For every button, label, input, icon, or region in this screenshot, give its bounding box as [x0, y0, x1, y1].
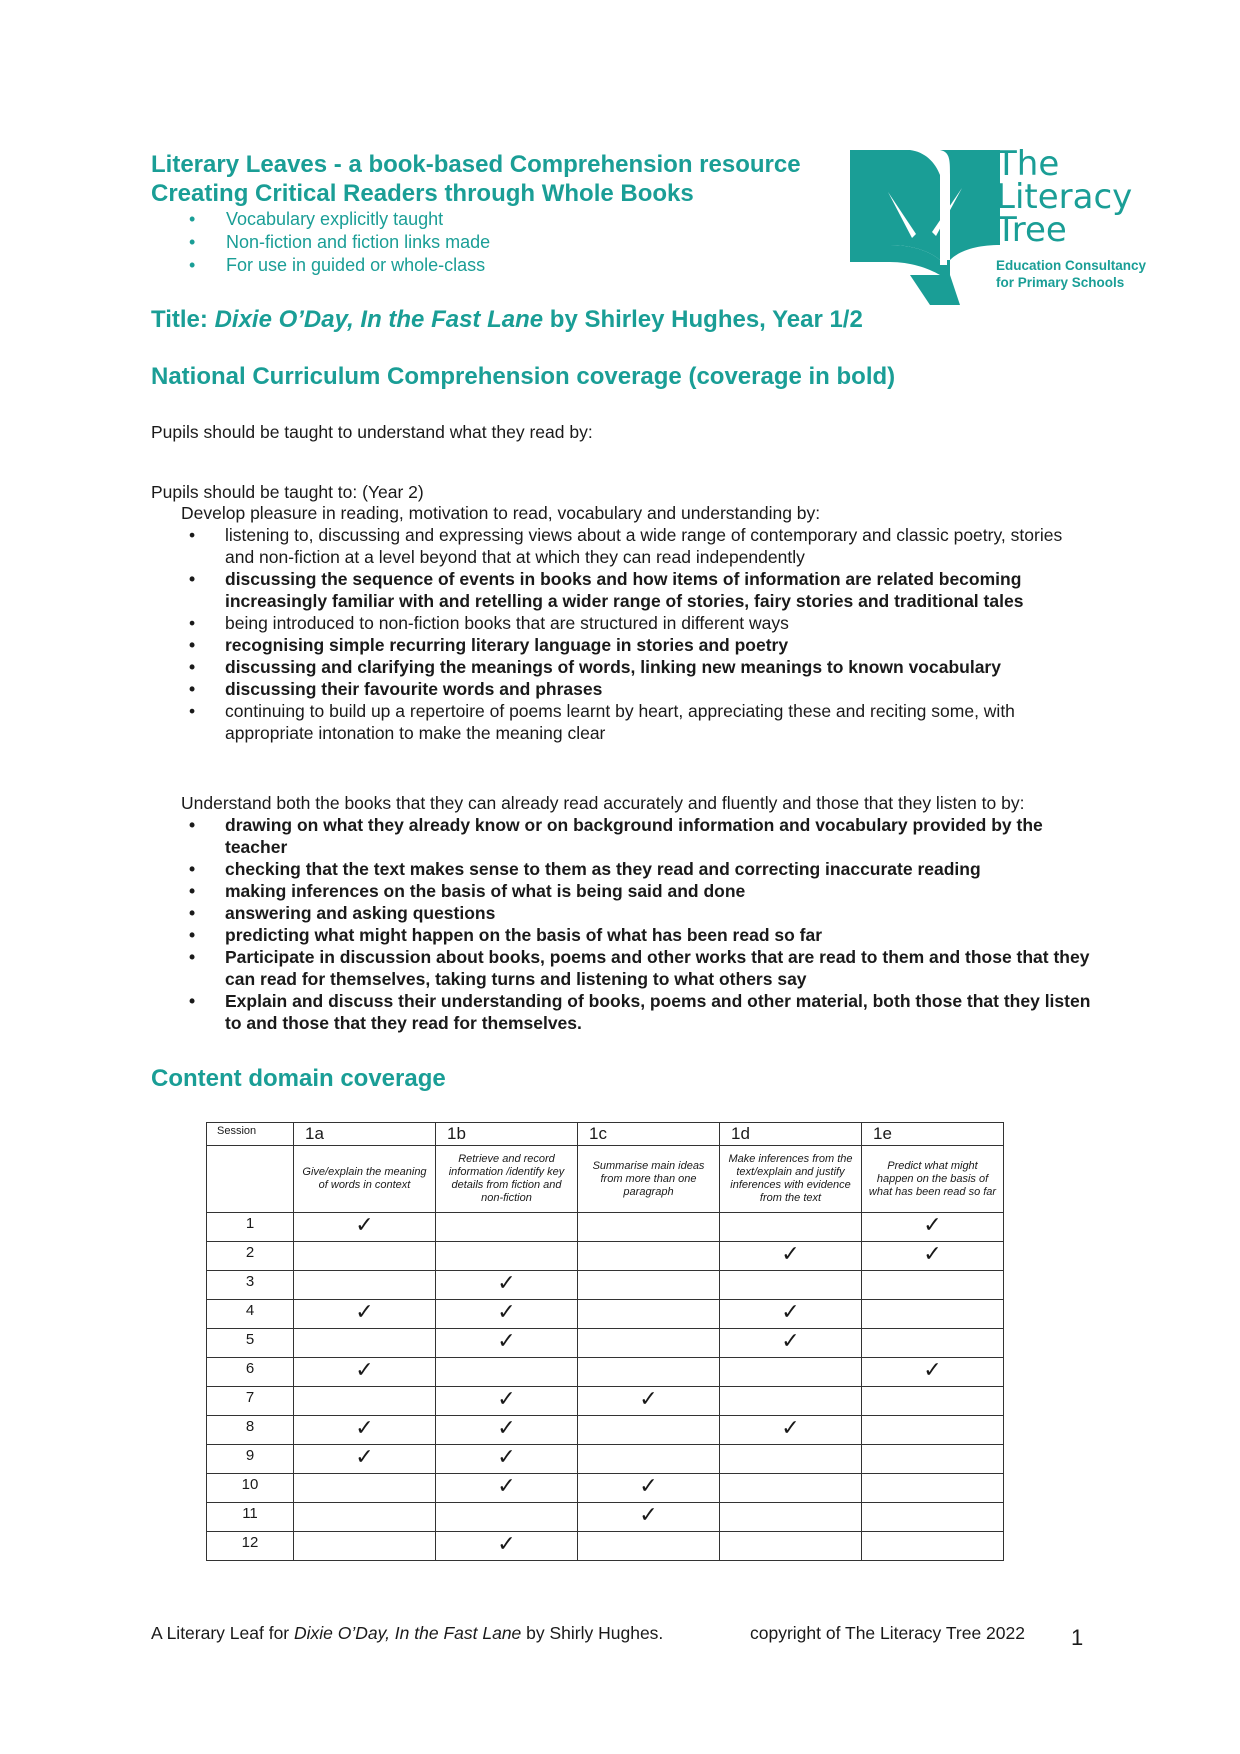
checkmark-icon: ✓	[781, 1416, 800, 1441]
session-number: 6	[245, 1360, 255, 1377]
checkmark-icon: ✓	[923, 1213, 942, 1238]
coverage-cell	[862, 1474, 1004, 1503]
coverage-cell	[578, 1532, 720, 1561]
domain-desc-cell	[720, 1146, 862, 1213]
domain-code: 1e	[873, 1124, 892, 1143]
domain-desc-cell	[294, 1146, 436, 1213]
table-row	[207, 1532, 1004, 1561]
domain-code: 1d	[731, 1124, 750, 1143]
coverage-cell	[436, 1416, 578, 1445]
checkmark-icon: ✓	[781, 1242, 800, 1267]
book-title-heading	[151, 306, 863, 334]
develop-item: • listening to, discussing and expressing views about a wide range of contemporary and classic poetry, stories and non-fiction at a level beyond that at which they can read independently	[151, 524, 1091, 568]
coverage-cell	[862, 1300, 1004, 1329]
checkmark-icon: ✓	[781, 1300, 800, 1325]
coverage-cell	[578, 1329, 720, 1358]
coverage-cell	[720, 1271, 862, 1300]
domain-code: 1b	[447, 1124, 466, 1143]
logo-word-tree: Tree	[996, 210, 1067, 250]
checkmark-icon: ✓	[497, 1300, 516, 1325]
coverage-cell	[720, 1532, 862, 1561]
session-number: 2	[245, 1244, 255, 1261]
empty-cell	[207, 1146, 294, 1213]
understand-intro: Understand both the books that they can already read accurately and fluently and those that they listen to by:	[181, 793, 1025, 813]
coverage-cell	[862, 1416, 1004, 1445]
session-number: 8	[245, 1418, 255, 1435]
checkmark-icon: ✓	[497, 1387, 516, 1412]
coverage-cell	[720, 1242, 862, 1271]
coverage-cell	[294, 1300, 436, 1329]
domain-desc: Give/explain the meaning of words in context	[302, 1166, 427, 1191]
coverage-cell	[862, 1242, 1004, 1271]
domain-code: 1a	[305, 1124, 324, 1143]
checkmark-icon: ✓	[355, 1300, 374, 1325]
session-number-cell	[207, 1358, 294, 1387]
table-header-row	[207, 1123, 1004, 1146]
coverage-cell	[720, 1358, 862, 1387]
logo-subtitle-line2: for Primary Schools	[996, 275, 1125, 290]
session-number-cell	[207, 1242, 294, 1271]
footer-book-title: Dixie O’Day, In the Fast Lane	[294, 1623, 522, 1643]
session-number-cell	[207, 1213, 294, 1242]
coverage-cell	[294, 1329, 436, 1358]
coverage-cell	[862, 1503, 1004, 1532]
book-title-suffix: by Shirley Hughes, Year 1/2	[543, 306, 863, 333]
table-row	[207, 1213, 1004, 1242]
checkmark-icon: ✓	[639, 1503, 658, 1528]
logo-subtitle-line1: Education Consultancy	[996, 258, 1147, 273]
coverage-cell	[720, 1503, 862, 1532]
resource-title	[151, 150, 801, 208]
coverage-cell	[436, 1242, 578, 1271]
checkmark-icon: ✓	[355, 1445, 374, 1470]
develop-item: • continuing to build up a repertoire of poems learnt by heart, appreciating these and reciting some, with appropriate intonation to make the meaning clear	[151, 700, 1091, 744]
resource-feature-list	[151, 208, 490, 277]
understand-list	[151, 814, 1091, 1034]
develop-item: • discussing their favourite words and phrases	[151, 678, 1091, 700]
coverage-cell	[436, 1445, 578, 1474]
coverage-cell	[720, 1445, 862, 1474]
coverage-cell	[578, 1445, 720, 1474]
checkmark-icon: ✓	[497, 1329, 516, 1354]
coverage-cell	[294, 1387, 436, 1416]
coverage-cell	[294, 1416, 436, 1445]
session-header-cell	[207, 1123, 294, 1146]
table-row	[207, 1242, 1004, 1271]
session-number: 10	[241, 1476, 259, 1493]
coverage-cell	[436, 1358, 578, 1387]
domain-desc: Summarise main ideas from more than one paragraph	[592, 1159, 705, 1198]
coverage-cell	[436, 1387, 578, 1416]
domain-desc-cell	[862, 1146, 1004, 1213]
coverage-cell	[578, 1213, 720, 1242]
session-number: 11	[242, 1505, 258, 1522]
session-number-cell	[207, 1329, 294, 1358]
session-number: 7	[245, 1389, 255, 1406]
checkmark-icon: ✓	[497, 1416, 516, 1441]
feature-item: • For use in guided or whole-class	[151, 254, 490, 277]
coverage-cell	[862, 1213, 1004, 1242]
session-number-cell	[207, 1532, 294, 1561]
table-row	[207, 1503, 1004, 1532]
domain-code: 1c	[589, 1124, 607, 1143]
checkmark-icon: ✓	[781, 1329, 800, 1354]
coverage-cell	[294, 1271, 436, 1300]
coverage-cell	[578, 1300, 720, 1329]
coverage-cell	[294, 1474, 436, 1503]
footer-attribution	[151, 1623, 663, 1644]
coverage-cell	[436, 1271, 578, 1300]
coverage-cell	[862, 1329, 1004, 1358]
checkmark-icon: ✓	[355, 1358, 374, 1383]
session-number-cell	[207, 1445, 294, 1474]
develop-item: • discussing the sequence of events in books and how items of information are related becoming increasingly familiar with and retelling a wider range of stories, fairy stories and traditional tales	[151, 568, 1091, 612]
checkmark-icon: ✓	[497, 1445, 516, 1470]
coverage-cell	[578, 1387, 720, 1416]
coverage-cell	[436, 1213, 578, 1242]
develop-item: • recognising simple recurring literary language in stories and poetry	[151, 634, 1091, 656]
coverage-cell	[862, 1532, 1004, 1561]
coverage-cell	[294, 1242, 436, 1271]
footer-prefix: A Literary Leaf for	[151, 1623, 294, 1643]
coverage-cell	[720, 1213, 862, 1242]
checkmark-icon: ✓	[497, 1271, 516, 1296]
develop-item: • being introduced to non-fiction books that are structured in different ways	[151, 612, 1091, 634]
coverage-cell	[436, 1329, 578, 1358]
logo-subtitle	[996, 257, 1146, 291]
coverage-cell	[862, 1358, 1004, 1387]
checkmark-icon: ✓	[639, 1387, 658, 1412]
coverage-cell	[294, 1213, 436, 1242]
domain-desc: Retrieve and record information /identify key details from fiction and non-fiction	[448, 1153, 565, 1204]
book-title-italic: Dixie O’Day, In the Fast Lane	[214, 306, 544, 333]
intro-text: Pupils should be taught to understand what they read by:	[151, 422, 593, 442]
checkmark-icon: ✓	[639, 1474, 658, 1499]
understand-item: • predicting what might happen on the basis of what has been read so far	[151, 924, 1091, 946]
coverage-cell	[862, 1387, 1004, 1416]
session-number: 1	[245, 1215, 255, 1232]
coverage-cell	[862, 1445, 1004, 1474]
nc-coverage-heading: National Curriculum Comprehension coverage (coverage in bold)	[151, 363, 896, 390]
session-number: 5	[245, 1331, 255, 1348]
develop-intro: Develop pleasure in reading, motivation to read, vocabulary and understanding by:	[181, 503, 821, 523]
session-number: 9	[245, 1447, 255, 1464]
coverage-cell	[294, 1503, 436, 1532]
coverage-cell	[294, 1358, 436, 1387]
coverage-cell	[720, 1416, 862, 1445]
checkmark-icon: ✓	[923, 1242, 942, 1267]
table-row	[207, 1358, 1004, 1387]
domain-code-cell	[294, 1123, 436, 1146]
resource-title-line1: Literary Leaves - a book-based Comprehension resource	[151, 151, 801, 178]
session-number-cell	[207, 1474, 294, 1503]
logo-word-the: The	[996, 144, 1060, 184]
coverage-cell	[436, 1474, 578, 1503]
domain-desc-cell	[578, 1146, 720, 1213]
feature-item: • Vocabulary explicitly taught	[151, 208, 490, 231]
resource-title-line2: Creating Critical Readers through Whole Books	[151, 180, 694, 207]
coverage-cell	[436, 1300, 578, 1329]
table-row	[207, 1271, 1004, 1300]
session-number: 3	[245, 1273, 255, 1290]
feature-item: • Non-fiction and fiction links made	[151, 231, 490, 254]
footer-suffix: by Shirly Hughes.	[521, 1623, 664, 1643]
session-label: Session	[217, 1125, 257, 1137]
understand-item: • making inferences on the basis of what is being said and done	[151, 880, 1091, 902]
understand-item: • drawing on what they already know or on background information and vocabulary provided by the teacher	[151, 814, 1091, 858]
checkmark-icon: ✓	[355, 1416, 374, 1441]
checkmark-icon: ✓	[497, 1474, 516, 1499]
session-number-cell	[207, 1387, 294, 1416]
table-row	[207, 1474, 1004, 1503]
session-number-cell	[207, 1503, 294, 1532]
coverage-cell	[436, 1503, 578, 1532]
coverage-cell	[720, 1300, 862, 1329]
coverage-cell	[436, 1532, 578, 1561]
coverage-cell	[294, 1445, 436, 1474]
book-title-prefix: Title:	[151, 306, 215, 333]
table-row	[207, 1416, 1004, 1445]
domain-desc-cell	[436, 1146, 578, 1213]
domain-code-cell	[720, 1123, 862, 1146]
footer-copyright: copyright of The Literacy Tree 2022	[750, 1623, 1025, 1643]
logo-wordmark	[996, 144, 1133, 250]
understand-item: • checking that the text makes sense to them as they read and correcting inaccurate reading	[151, 858, 1091, 880]
logo-word-literacy: Literacy	[996, 177, 1133, 217]
coverage-cell	[578, 1242, 720, 1271]
checkmark-icon: ✓	[355, 1213, 374, 1238]
session-number-cell	[207, 1271, 294, 1300]
domain-desc: Predict what might happen on the basis of what has been read so far	[868, 1159, 997, 1198]
content-domain-heading: Content domain coverage	[151, 1065, 446, 1092]
session-number-cell	[207, 1416, 294, 1445]
coverage-cell	[294, 1532, 436, 1561]
session-number-cell	[207, 1300, 294, 1329]
understand-item: • answering and asking questions	[151, 902, 1091, 924]
coverage-cell	[862, 1271, 1004, 1300]
table-desc-row	[207, 1146, 1004, 1213]
coverage-cell	[720, 1474, 862, 1503]
table-row	[207, 1300, 1004, 1329]
session-number: 12	[241, 1534, 259, 1551]
table-row	[207, 1445, 1004, 1474]
coverage-cell	[578, 1416, 720, 1445]
coverage-cell	[720, 1387, 862, 1416]
understand-item: • Explain and discuss their understanding of books, poems and other material, both those that they listen to and those that they read for themselves.	[151, 990, 1091, 1034]
session-number: 4	[245, 1302, 255, 1319]
domain-code-cell	[436, 1123, 578, 1146]
develop-item: • discussing and clarifying the meanings of words, linking new meanings to known vocabulary	[151, 656, 1091, 678]
content-domain-table	[206, 1122, 1004, 1561]
coverage-cell	[720, 1329, 862, 1358]
table-row	[207, 1329, 1004, 1358]
domain-desc: Make inferences from the text/explain and justify inferences with evidence from the text	[728, 1153, 853, 1204]
understand-item: • Participate in discussion about books, poems and other works that are read to them and those that they can read for themselves, taking turns and listening to what others say	[151, 946, 1091, 990]
coverage-cell	[578, 1474, 720, 1503]
checkmark-icon: ✓	[497, 1532, 516, 1557]
domain-code-cell	[578, 1123, 720, 1146]
domain-code-cell	[862, 1123, 1004, 1146]
year2-intro: Pupils should be taught to: (Year 2)	[151, 482, 424, 502]
page-number: 1	[1071, 1625, 1084, 1650]
checkmark-icon: ✓	[923, 1358, 942, 1383]
coverage-cell	[578, 1503, 720, 1532]
develop-list	[151, 524, 1091, 744]
coverage-cell	[578, 1271, 720, 1300]
table-row	[207, 1387, 1004, 1416]
coverage-cell	[578, 1358, 720, 1387]
